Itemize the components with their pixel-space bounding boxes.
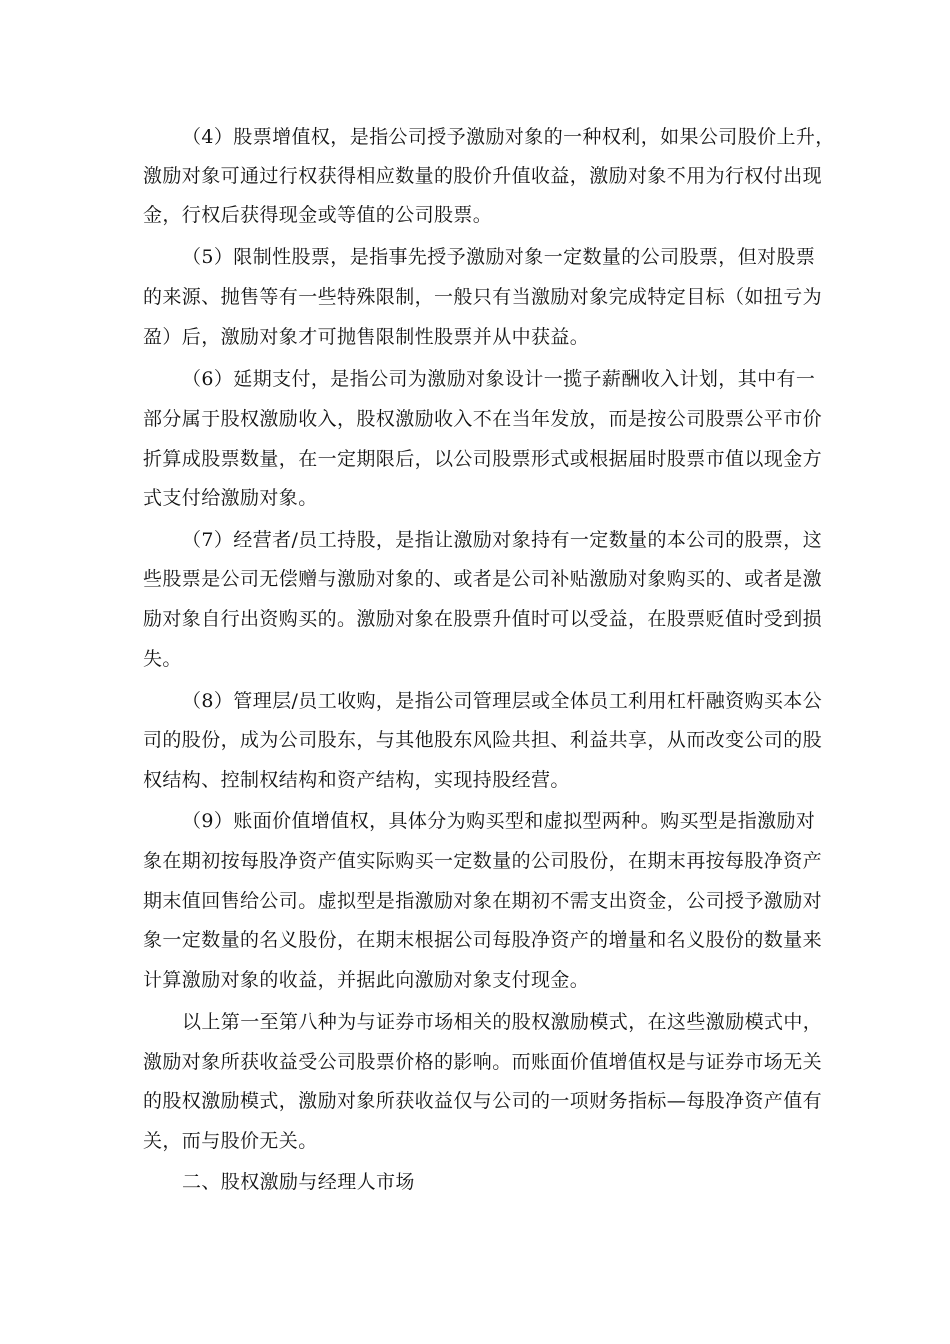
text-line: 的股权激励模式，激励对象所获收益仅与公司的一项财务指标—每股净资产值有 [143,1090,823,1112]
text-line: 期末值回售给公司。虚拟型是指激励对象在期初不需支出资金，公司授予激励对 [143,890,823,912]
text-line: 部分属于股权激励收入，股权激励收入不在当年发放，而是按公司股票公平市价 [143,408,823,430]
text-line: 的来源、抛售等有一些特殊限制，一般只有当激励对象完成特定目标（如扭亏为 [143,286,823,308]
text-line: （4）股票增值权，是指公司授予激励对象的一种权利，如果公司股价上升， [182,126,835,148]
text-line: （7）经营者/员工持股，是指让激励对象持有一定数量的本公司的股票，这 [182,529,823,551]
text-line: 折算成股票数量，在一定期限后，以公司股票形式或根据届时股票市值以现金方 [143,448,823,470]
text-line: 权结构、控制权结构和资产结构，实现持股经营。 [143,769,570,791]
text-line: （9）账面价值增值权，具体分为购买型和虚拟型两种。购买型是指激励对 [182,810,816,832]
text-line: 激励对象所获收益受公司股票价格的影响。而账面价值增值权是与证券市场无关 [143,1051,823,1073]
text-line: 计算激励对象的收益，并据此向激励对象支付现金。 [143,969,590,991]
text-line: 激励对象可通过行权获得相应数量的股价升值收益，激励对象不用为行权付出现 [143,165,823,187]
section-heading: 二、股权激励与经理人市场 [182,1171,415,1193]
text-line: 金，行权后获得现金或等值的公司股票。 [143,204,493,226]
text-line: 式支付给激励对象。 [143,487,318,509]
text-line: 关，而与股价无关。 [143,1130,318,1152]
text-line: 失。 [143,648,182,670]
text-line: 司的股份，成为公司股东，与其他股东风险共担、利益共享，从而改变公司的股 [143,729,823,751]
text-line: 以上第一至第八种为与证券市场相关的股权激励模式，在这些激励模式中， [182,1011,823,1033]
text-line: （5）限制性股票，是指事先授予激励对象一定数量的公司股票，但对股票 [182,246,816,268]
text-line: 盈）后，激励对象才可抛售限制性股票并从中获益。 [143,326,590,348]
text-line: 些股票是公司无偿赠与激励对象的、或者是公司补贴激励对象购买的、或者是激 [143,568,823,590]
text-line: （6）延期支付，是指公司为激励对象设计一揽子薪酬收入计划，其中有一 [182,368,816,390]
text-line: 象一定数量的名义股份，在期末根据公司每股净资产的增量和名义股份的数量来 [143,929,823,951]
text-line: 象在期初按每股净资产值实际购买一定数量的公司股份，在期末再按每股净资产 [143,850,823,872]
text-line: 励对象自行出资购买的。激励对象在股票升值时可以受益，在股票贬值时受到损 [143,608,823,630]
text-line: （8）管理层/员工收购，是指公司管理层或全体员工利用杠杆融资购买本公 [182,690,823,712]
